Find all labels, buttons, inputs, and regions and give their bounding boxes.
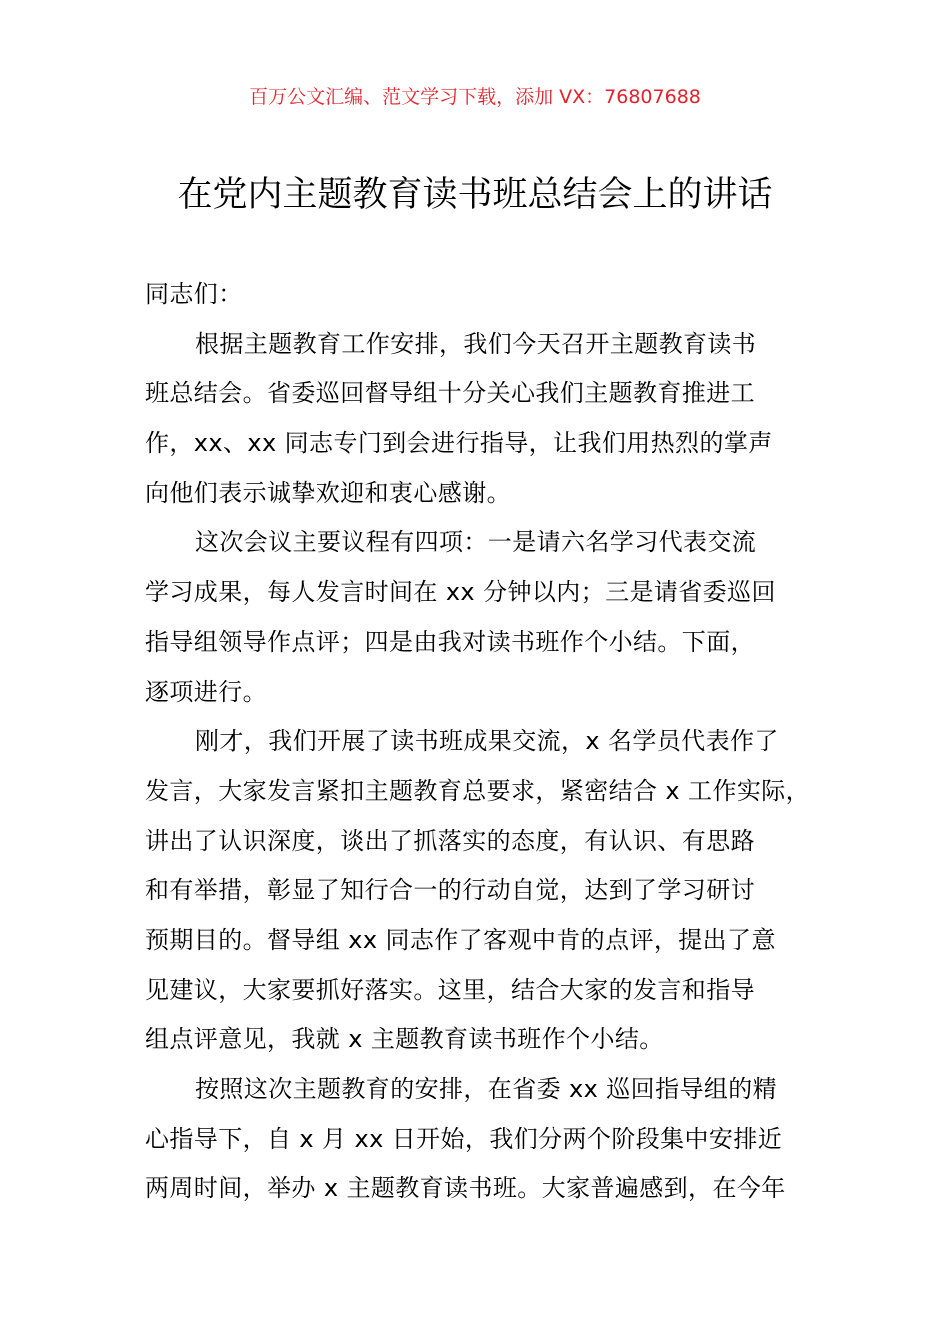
paragraph-line: 向他们表示诚挚欢迎和衷心感谢。: [145, 478, 511, 507]
watermark-banner: 百万公文汇编、范文学习下载，添加 VX：76807688: [249, 86, 701, 108]
paragraph-line: 两周时间，举办 x 主题教育读书班。大家普遍感到，在今年: [145, 1174, 786, 1203]
paragraph-line: 学习成果，每人发言时间在 xx 分钟以内；三是请省委巡回: [145, 578, 776, 607]
paragraph-line: 和有举措，彰显了知行合一的行动自觉，达到了学习研讨: [145, 876, 755, 905]
paragraph-line: 指导组领导作点评；四是由我对读书班作个小结。下面，: [145, 627, 755, 656]
paragraph-line: 班总结会。省委巡回督导组十分关心我们主题教育推进工: [145, 379, 755, 408]
paragraphs: [145, 320, 845, 1214]
paragraph-line: 讲出了认识深度，谈出了抓落实的态度，有认识、有思路: [145, 826, 755, 855]
salutation: 同志们：: [145, 280, 243, 308]
paragraph: [145, 320, 845, 519]
paragraph-line: 逐项进行。: [145, 677, 267, 706]
paragraph-line: 组点评意见，我就 x 主题教育读书班作个小结。: [145, 1025, 664, 1054]
document-title: 在党内主题教育读书班总结会上的讲话: [177, 175, 773, 215]
paragraph-line: 见建议，大家要抓好落实。这里，结合大家的发言和指导: [145, 975, 755, 1004]
paragraph-line: 作，xx、xx 同志专门到会进行指导，让我们用热烈的掌声: [145, 429, 773, 458]
paragraph: [145, 1065, 845, 1214]
paragraph-line: 刚才，我们开展了读书班成果交流，x 名学员代表作了: [195, 727, 779, 756]
paragraph-line: 预期目的。督导组 xx 同志作了客观中肯的点评，提出了意: [145, 925, 776, 954]
paragraph: [145, 717, 845, 1065]
paragraph-line: 根据主题教育工作安排，我们今天召开主题教育读书: [195, 329, 757, 358]
document-body: [145, 270, 845, 1214]
paragraph-line: 按照这次主题教育的安排，在省委 xx 巡回指导组的精: [195, 1075, 778, 1103]
paragraph-line: 这次会议主要议程有四项：一是请六名学习代表交流: [195, 528, 757, 557]
paragraph-line: 心指导下，自 x 月 xx 日开始，我们分两个阶段集中安排近: [145, 1124, 783, 1153]
paragraph-line: 发言，大家发言紧扣主题教育总要求，紧密结合 x 工作实际，: [145, 776, 811, 805]
paragraph: [145, 518, 845, 717]
